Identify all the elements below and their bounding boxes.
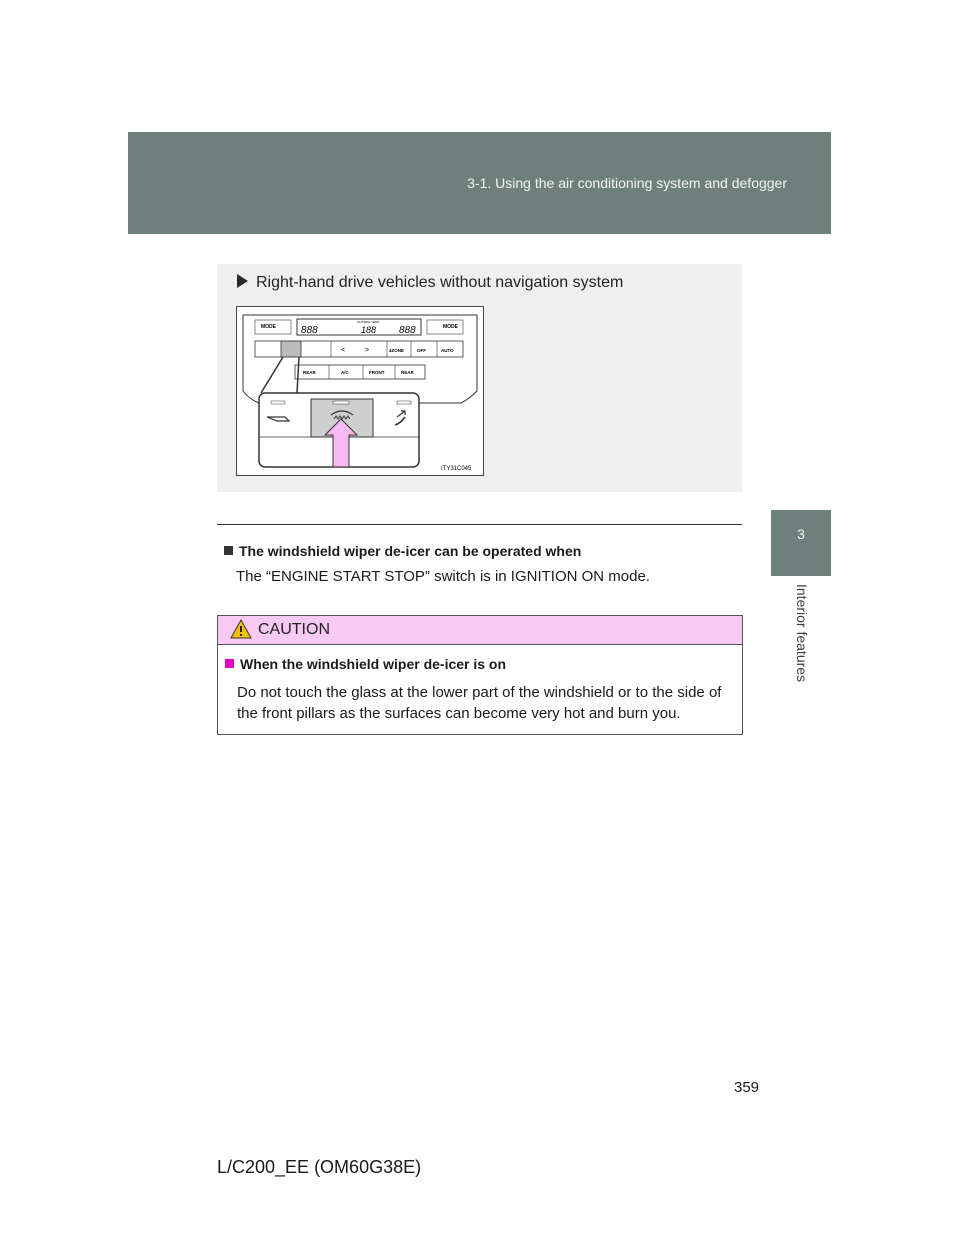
outside-temp-label: OUTSIDE TEMP (357, 320, 380, 324)
mode-left-label: MODE (261, 324, 276, 330)
footer-model-code: L/C200_EE (OM60G38E) (217, 1157, 422, 1177)
caution-heading-text: When the windshield wiper de-icer is on (240, 656, 507, 672)
button-off: OFF (417, 348, 426, 353)
caution-label: CAUTION (258, 621, 330, 638)
button-rear-2: REAR (401, 370, 414, 375)
display-left: 888 (301, 325, 318, 336)
control-panel-drawing (237, 307, 483, 475)
chapter-number: 3 (797, 526, 805, 542)
button-front: FRONT (369, 370, 385, 375)
caution-heading (225, 656, 506, 672)
chapter-label-area (771, 576, 831, 719)
square-bullet-icon (225, 659, 234, 668)
button-auto: AUTO (441, 348, 454, 353)
square-bullet-icon (224, 546, 233, 555)
figure-box (217, 264, 742, 492)
page-number: 359 (734, 1079, 760, 1096)
button-rear-1: REAR (303, 370, 316, 375)
note-heading (224, 543, 581, 559)
chapter-tab (771, 510, 831, 576)
caution-header (218, 616, 742, 645)
note-heading-text: The windshield wiper de-icer can be operated when (239, 543, 582, 559)
mode-right-label: MODE (443, 324, 458, 330)
arrow-right-icon: > (365, 347, 370, 354)
figure-code: ITY31C045 (441, 466, 472, 472)
section-title: 3-1. Using the air conditioning system and defogger (467, 175, 787, 191)
display-right: 888 (399, 325, 416, 336)
triangle-bullet-icon (237, 274, 248, 288)
figure-caption-text: Right-hand drive vehicles without navigation system (256, 274, 624, 291)
button-ac: A/C (341, 370, 349, 375)
section-header (128, 132, 831, 234)
note-body: The “ENGINE START STOP” switch is in IGNITION ON mode. (236, 568, 650, 585)
section-divider (217, 524, 742, 525)
display-center: 188 (361, 325, 377, 335)
control-panel-illustration (236, 306, 484, 476)
chapter-label: Interior features (794, 584, 810, 683)
caution-box (217, 615, 743, 735)
warning-icon (230, 619, 252, 639)
button-4zone: 4ZONE (389, 348, 405, 353)
arrow-left-icon: < (341, 347, 346, 354)
figure-caption (237, 274, 623, 292)
caution-body: Do not touch the glass at the lower part of the windshield or to the side of the front pillars as the surfaces can become very hot and burn you. (237, 684, 722, 722)
